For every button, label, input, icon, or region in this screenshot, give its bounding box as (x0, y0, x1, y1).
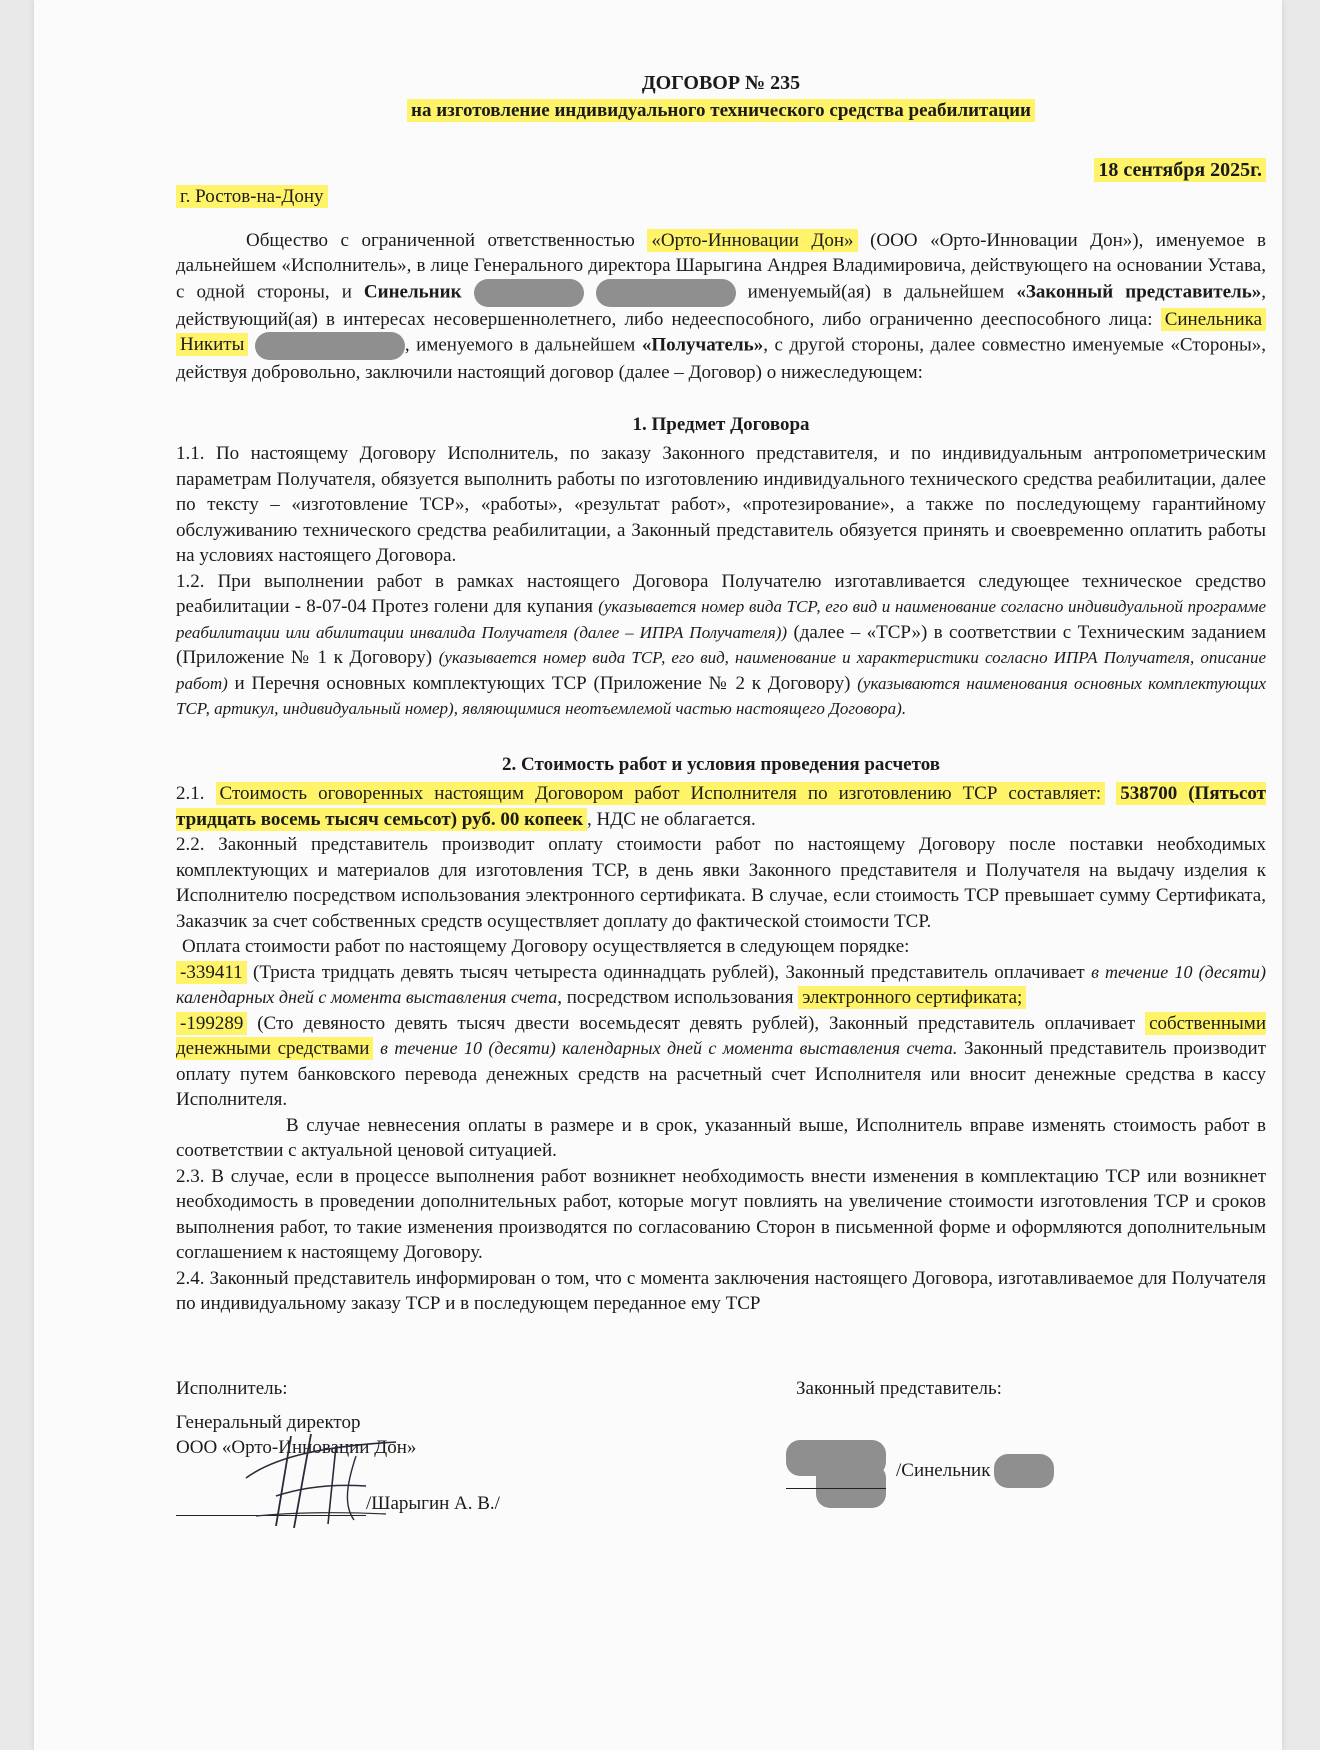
redaction-block (786, 1440, 886, 1476)
representative-signature (796, 1376, 1256, 1481)
representative-role: «Законный представитель» (1016, 280, 1262, 302)
vat-note: , НДС не облагается. (587, 808, 756, 830)
recipient-surname: Синельника (1161, 308, 1266, 331)
payment-method-1: электронного сертификата; (798, 986, 1026, 1009)
preamble-text-4: , действующий(ая) в интересах несовершеннолетнего, либо недееспособного, либо ограниченно дееспособного лица: (176, 280, 1266, 330)
redaction-block (816, 1464, 886, 1508)
place-date-row (176, 158, 1266, 210)
representative-label: Законный представитель: (796, 1378, 1002, 1399)
preamble-text-3: именуемый(ая) в дальнейшем (747, 280, 1005, 302)
payment-term-2: в течение 10 (десяти) календарных дней с момента выставления счета. (380, 1038, 958, 1058)
signature-line (176, 1495, 366, 1516)
preamble-text-2: (ООО «Орто-Инновации Дон»), именуемое в дальнейшем «Исполнитель», в лице Генерального директора Шарыгина Андрея Владимировича, действующего на основании Устава, с одной стороны, и (176, 229, 1267, 302)
payment-amount-1: -339411 (176, 961, 247, 984)
contract-subtitle (176, 98, 1266, 124)
payment-item-2 (176, 1011, 1266, 1113)
nonpayment-clause: В случае невнесения оплаты в размере и в срок, указанный выше, Исполнитель вправе изменять стоимость работ в соответствии с актуальной ценовой ситуацией. (176, 1114, 1266, 1161)
contract-date-text: 18 сентября 2025г. (1094, 158, 1266, 182)
contract-title: ДОГОВОР № 235 (641, 72, 801, 94)
clause-1-2-note-f: (указываются наименования основных комплектующих ТСР, артикул, индивидуальный номер), являющимися неотъемлемой частью настоящего Договора). (176, 673, 1267, 718)
clause-1-2-text-c: (далее – «ТСР») в соответствии с Техническим заданием (Приложение № 1 к Договору) (176, 621, 1267, 668)
payment-text-2: (Сто девяносто девять тысяч двести восемьдесят девять рублей), Законный представитель оплачивает (257, 1012, 1136, 1034)
executor-name: /Шарыгин А. В./ (366, 1492, 500, 1514)
clause-2-2: 2.2. Законный представитель производит оплату стоимости работ по настоящему Договору после поставки необходимых комплектующих и материалов для изготовления ТСР, в день явки Законного представителя и Получателя на выдачу изделия к Исполнителю посредством использования электронного сертификата. В случае, если стоимость ТСР превышает сумму Сертификата, Заказчик за счет собственных средств осуществляет доплату до фактической стоимости ТСР. (176, 834, 1266, 932)
payment-term-1: в течение 10 (десяти) календарных дней с момента выставления счета (176, 961, 1267, 1007)
clause-2-3: 2.3. В случае, если в процессе выполнения работ возникнет необходимость внести изменения в комплектацию ТСР или возникнет необходимость в проведении дополнительных работ, которые могут повлиять на увеличение стоимости изготовления ТСР и сроков выполнения работ, то такие изменения производятся по согласованию Сторон в письменной форме и оформляются дополнительным соглашением к настоящему Договору. (176, 1165, 1266, 1263)
section-1-heading: 1. Предмет Договора (632, 413, 810, 435)
clause-1-2-note-b: (указывается номер вида ТСР, его вид и наименование согласно индивидуальной программе реабилитации или абилитации инвалида Получателя (далее – ИПРА Получателя)) (176, 597, 1267, 642)
payment-text-1: (Триста тридцать девять тысяч четыреста одиннадцать рублей), Законный представитель оплачивает (253, 961, 1085, 983)
document-page (34, 0, 1282, 1750)
executor-signature (176, 1376, 676, 1516)
city-text: г. Ростов-на-Дону (176, 185, 328, 208)
company-name: «Орто-Инновации Дон» (647, 229, 857, 252)
clause-2-1-number: 2.1. (176, 783, 205, 804)
payment-tail-2: Законный представитель производит оплату путем банковского перевода денежных средств на расчетный счет Исполнителя или вносит денежные средства в кассу Исполнителя. (176, 1038, 1266, 1110)
preamble-text-6: , с другой стороны, далее совместно именуемые «Стороны», действуя добровольно, заключили настоящий договор (далее – Договор) о нижеследующем: (176, 334, 1267, 383)
clause-1-1: 1.1. По настоящему Договору Исполнитель, по заказу Законного представителя, и по индивидуальным антропометрическим параметрам Получателя, обязуется выполнить работы по изготовлению индивидуального технического средства реабилитации, далее по тексту – «изготовление ТСР», «работы», «результат работ», «протезирование», а также по последующему гарантийному обслуживанию технического средства реабилитации, а Законный представитель обязуется принять и своевременно оплатить работы на условиях настоящего Договора. (176, 443, 1266, 566)
handwritten-signature-icon (236, 1416, 416, 1536)
payment-tail-1: , посредством использования (557, 987, 794, 1008)
payment-amount-2: -199289 (176, 1012, 247, 1035)
representative-name: /Синельник (896, 1460, 991, 1481)
contract-date (1094, 158, 1266, 210)
clause-1-2-text-e: и Перечня основных комплектующих ТСР (Приложение № 2 к Договору) (234, 672, 851, 694)
preamble-text-1: Общество с ограниченной ответственностью (246, 229, 635, 251)
city (176, 184, 328, 210)
redaction-block (474, 279, 584, 307)
payment-item-1 (176, 960, 1266, 1011)
executor-company: ООО «Орто-Инновации Дон» (176, 1437, 417, 1458)
executor-label: Исполнитель: (176, 1378, 288, 1399)
recipient-first-name: Никиты (176, 333, 248, 356)
clause-1-2 (176, 569, 1266, 722)
executor-position: Генеральный директор (176, 1411, 361, 1433)
recipient-role: «Получатель» (641, 334, 764, 356)
redaction-block (994, 1454, 1054, 1488)
preamble (176, 228, 1266, 386)
representative-surname: Синельник (363, 280, 462, 302)
signature-block (176, 1376, 1266, 1616)
contract-subtitle-text: на изготовление индивидуального технического средства реабилитации (407, 99, 1035, 122)
clause-1-2-text-a: 1.2. При выполнении работ в рамках настоящего Договора Получателю изготавливается следующее техническое средство реабилитации - 8-07-04 Протез голени для купания (176, 570, 1266, 617)
executor-sign-line (176, 1491, 676, 1517)
payment-method-2: собственными денежными средствами (176, 1012, 1266, 1059)
clause-2-4: 2.4. Законный представитель информирован о том, что с момента заключения настоящего Договора, изготавливаемое для Получателя по индивидуальному заказу ТСР и в последующем переданное ему ТСР (176, 1267, 1266, 1314)
section-2-heading: 2. Стоимость работ и условия проведения расчетов (502, 753, 940, 775)
clause-2-1 (176, 781, 1266, 832)
preamble-text-5: , именуемого в дальнейшем (404, 334, 636, 356)
redaction-block (596, 279, 736, 307)
clause-2-1-text: Стоимость оговоренных настоящим Договором работ Исполнителя по изготовлению ТСР составляет: (216, 782, 1106, 805)
signature-line (786, 1468, 886, 1489)
redaction-block (255, 332, 405, 360)
contract-price: 538700 (Пятьсот тридцать восемь тысяч семьсот) руб. 00 копеек (176, 783, 1267, 830)
payment-order: Оплата стоимости работ по настоящему Договору осуществляется в следующем порядке: (182, 936, 910, 957)
contract-body (176, 70, 1266, 1317)
clause-1-2-note-d: (указывается номер вида ТСР, его вид, наименование и характеристики согласно ИПРА Получателя, описание работ) (176, 648, 1266, 693)
